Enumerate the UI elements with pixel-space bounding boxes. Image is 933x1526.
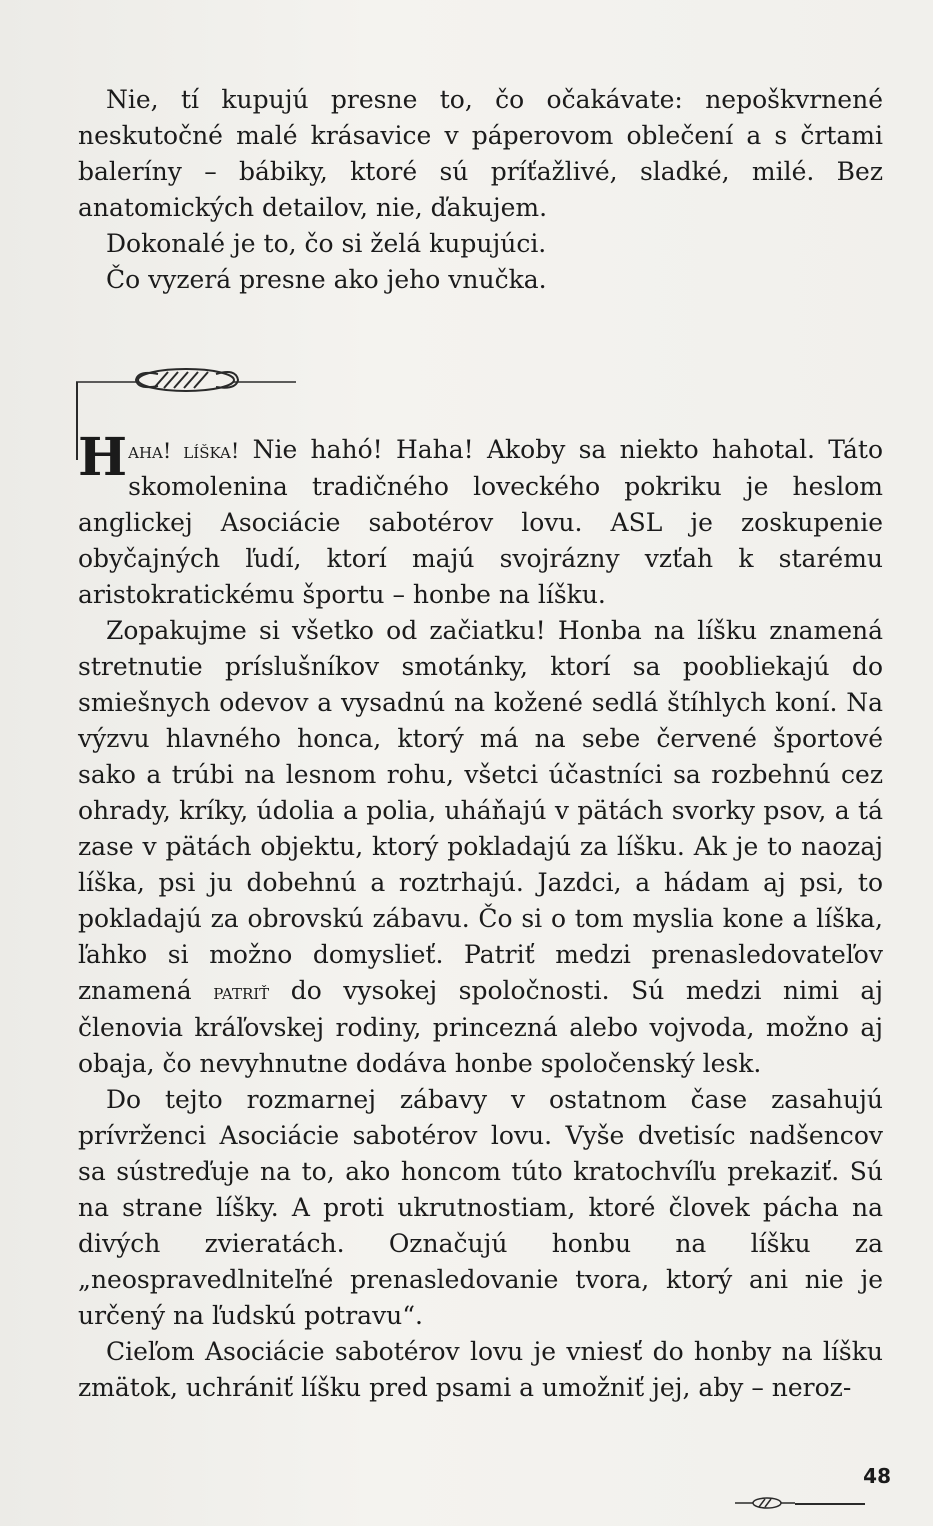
page-number: 48: [863, 1464, 891, 1488]
emphasis-smallcaps: patriť: [213, 980, 270, 1004]
footer-rule: [795, 1503, 865, 1505]
paragraph-section-1: [78, 427, 883, 613]
section-ornament-icon: [76, 360, 296, 400]
section-text: [78, 427, 883, 1406]
drop-cap: H: [78, 427, 127, 488]
paragraph-section-2-part-a: Zopakujme si všetko od začiatku! Honba na líšku znamená stretnutie príslušníkov smotánky, ktorí sa poobliekajú do smiešnych odevov a vysadnú na kožené sedlá štíhlych koní. Na výzvu hlavného honca, ktorý má na sebe červené športové sako a trúbi na lesnom rohu, všetci účastníci sa rozbehnú cez ohrady, kríky, údolia a polia, uháňajú v pätách svorky psov, a tá zase v pätách objektu, ktorý pokladajú za líšku. Ak je to naozaj líška, psi ju dobehnú a roztrhajú. Jazdci, a hádam aj psi, to pokladajú za obrovskú zábavu. Čo si o tom myslia kone a líška, ľahko si možno domyslieť. Patriť medzi prenasledovateľov znamená: [78, 616, 883, 1005]
opening-text: [78, 82, 883, 298]
paragraph-section-4: Cieľom Asociácie sabotérov lovu je vniesť do honby na líšku zmätok, uchrániť líšku pred psami a umožniť jej, aby – neroz-: [78, 1337, 883, 1402]
footer-ornament-icon: [735, 1495, 795, 1511]
paragraph-section-2: [78, 613, 883, 1082]
paragraph-top-2: Dokonalé je to, čo si želá kupujúci.: [106, 229, 547, 258]
paragraph-section-2-part-b: do vysokej spoločnosti. Sú medzi nimi aj členovia kráľovskej rodiny, princezná alebo vojvoda, možno aj obaja, čo nevyhnutne dodáva honbe spoločenský lesk.: [78, 976, 883, 1078]
paragraph-top-3: Čo vyzerá presne ako jeho vnučka.: [106, 265, 547, 294]
paragraph-top-1: Nie, tí kupujú presne to, čo očakávate: nepoškvrnené neskutočné malé krásavice v páperovom oblečení a s črtami baleríny – bábiky, ktoré sú príťažlivé, sladké, milé. Bez anatomických detailov, nie, ďakujem.: [78, 85, 883, 222]
paragraph-section-3: Do tejto rozmarnej zábavy v ostatnom čase zasahujú prívrženci Asociácie sabotérov lovu. Vyše dvetisíc nadšencov sa sústreďuje na to, ako honcom túto kratochvíľu prekaziť. Sú na strane líšky. A proti ukrutnostiam, ktoré človek pácha na divých zvieratách. Označujú honbu na líšku za „neospravedlniteľné prenasledovanie tvora, ktorý ani nie je určený na ľudskú potravu“.: [78, 1085, 883, 1330]
lead-in-smallcaps: aha! líška!: [128, 439, 240, 463]
paragraph-section-1-text: Nie hahó! Haha! Akoby sa niekto hahotal. Táto skomolenina tradičného loveckého pokriku je heslom anglickej Asociácie sabotérov lovu. ASL je zoskupenie obyčajných ľudí, ktorí majú svojrázny vzťah k starému aristokratickému športu – honbe na líšku.: [78, 435, 883, 609]
